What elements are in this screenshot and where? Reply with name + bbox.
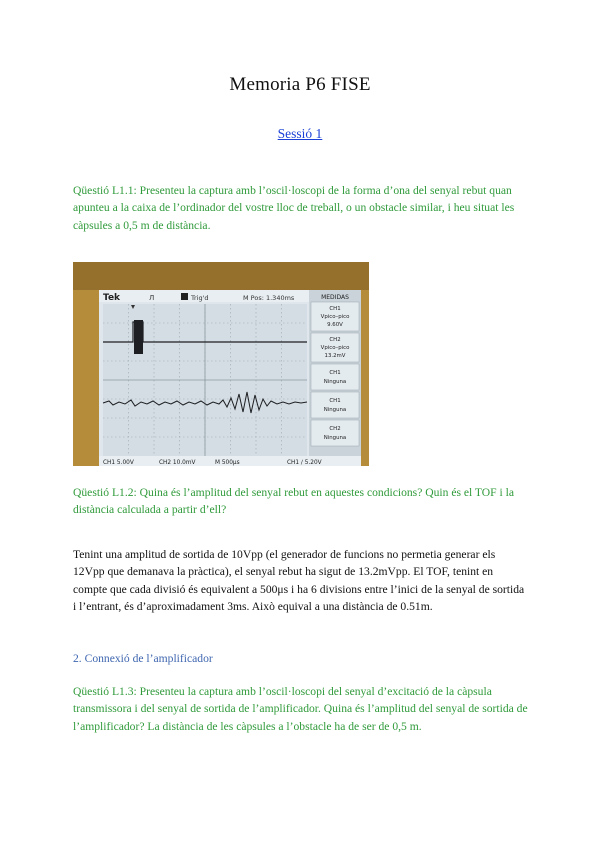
question-l1-3: Qüestió L1.3: Presenteu la captura amb l’oscil·loscopi del senyal d’excitació de la càpsula transmissora i del senyal de sortida de l’amplificador. Quina és l’amplitud del senyal de sortida de l’amplificador? La distància de les càpsules a l’obstacle ha de ser de 0,5 m. [73, 685, 528, 733]
session-heading [0, 126, 600, 142]
scope-ch2-scale: CH2 10.0mV [159, 460, 196, 466]
meas-value: 13.2mV [324, 353, 346, 359]
meas-ch: CH1 [329, 370, 341, 376]
meas-type: Vpico–pico [320, 345, 350, 351]
meas-ch: CH2 [329, 426, 341, 432]
meas-value: 9.60V [327, 322, 343, 328]
meas-ch: CH2 [329, 337, 341, 343]
scope-trig: Trig'd [191, 294, 209, 302]
scope-run: Л [149, 294, 155, 302]
oscilloscope-photo [73, 262, 369, 466]
scope-trigger-level: CH1 ∕ 5.20V [287, 460, 322, 466]
answer-l1-2: Tenint una amplitud de sortida de 10Vpp (el generador de funcions no permetia generar els 12Vpp que demanava la pràctica), el senyal rebut ha sigut de 13.2mVpp. El TOF, tenint en compte que cada divisió és equivalent a 500μs i ha 6 divisions entre l’inici de la senyal de sortida i l’entrant, és d’aproximadament 3ms. Això equival a una distància de 0.51m. [73, 548, 525, 614]
scope-brand: Tek [103, 293, 121, 303]
meas-type: Vpico–pico [320, 314, 350, 320]
page-title: Memoria P6 FISE [229, 74, 371, 95]
scope-ch1-scale: CH1 5.00V [103, 460, 134, 466]
scope-timebase: M 500μs [215, 460, 240, 466]
scope-menu-title: MEDIDAS [321, 294, 349, 301]
meas-ch: CH1 [329, 306, 341, 312]
meas-ch: CH1 [329, 398, 341, 404]
question-l1-2: Qüestió L1.2: Quina és l’amplitud del senyal rebut en aquestes condicions? Quin és el TOF i la distància calculada a partir d’ell? [73, 486, 515, 517]
meas-type: Ninguna [323, 407, 347, 413]
meas-type: Ninguna [323, 379, 347, 385]
question-l1-1: Qüestió L1.1: Presenteu la captura amb l’oscil·loscopi de la forma d’ona del senyal rebut quan apunteu a la caixa de l’ordinador del vostre lloc de treball, o un obstacle similar, i heu situat les càpsules a 0,5 m de distància. [73, 184, 515, 232]
meas-type: Ninguna [323, 435, 347, 441]
section-heading-2: 2. Connexió de l’amplificador [73, 652, 213, 665]
session-link[interactable]: Sessió 1 [277, 126, 323, 141]
scope-mpos: M Pos: 1.340ms [243, 294, 295, 302]
